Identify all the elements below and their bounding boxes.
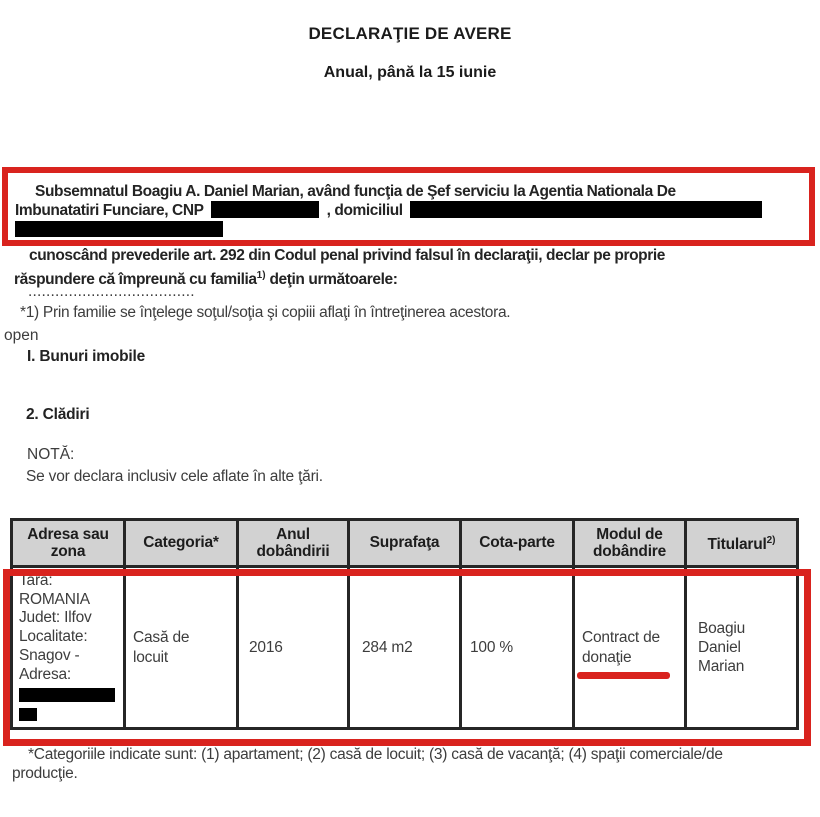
header-modul-dobandire: Modul de dobândire [574, 520, 686, 567]
redaction-square-address [19, 708, 37, 721]
cell-area: 284 m2 [349, 567, 461, 729]
declarant-line2 [15, 201, 809, 220]
cell-year: 2016 [238, 567, 349, 729]
cell-acquisition: Contract de donaţie [574, 567, 686, 729]
nota-label: NOTĂ: [27, 446, 75, 463]
document-title: DECLARAŢIE DE AVERE [308, 24, 512, 43]
categories-footnote [12, 745, 723, 783]
dotted-line: ..................................... [28, 283, 195, 300]
redaction-bar-cnp [211, 201, 319, 218]
annotation-box-declarant [2, 167, 815, 246]
cell-category: Casă de locuit [125, 567, 238, 729]
redaction-bar-domiciliu-2 [15, 221, 223, 237]
table-row [12, 567, 798, 729]
redaction-bar-address [19, 688, 115, 702]
cell-owner: Boagiu Daniel Marian [686, 567, 798, 729]
redaction-bar-domiciliu [410, 201, 762, 218]
cell-address: Tara: ROMANIA Judet: Ilfov Localitate: Snagov - Adresa: [12, 567, 125, 729]
header-cota-parte: Cota-parte [461, 520, 574, 567]
header-suprafata: Suprafaţa [349, 520, 461, 567]
declarant-line1: Subsemnatul Boagiu A. Daniel Marian, având funcţia de Şef serviciu la Agentia Nationala De [35, 183, 676, 200]
family-footnote: *1) Prin familie se înţelege soţul/soţia şi copiii aflaţi în întreţinerea acestora. [20, 304, 511, 321]
footnote-ref-2: 2) [766, 535, 776, 547]
buildings-table [10, 518, 799, 730]
header-anul-dobandirii: Anul dobândirii [238, 520, 349, 567]
oath-line1: cunoscând prevederile art. 292 din Codul penal privind falsul în declaraţii, declar pe proprie [29, 247, 665, 264]
open-label: open [4, 327, 39, 344]
footnote-ref-1: 1) [256, 269, 266, 281]
header-adresa: Adresa sau zona [12, 520, 125, 567]
categories-footnote-line2: producţie. [12, 765, 78, 782]
declarant-line2-text1: Imbunatatiri Funciare, CNP [15, 202, 204, 220]
categories-footnote-line1: *Categoriile indicate sunt: (1) apartament; (2) casă de locuit; (3) casă de vacanţă; (4) spaţii comerciale/de [28, 746, 723, 763]
annotation-underline-donatie [577, 672, 670, 679]
section-heading-bunuri-imobile: I. Bunuri imobile [27, 348, 146, 365]
nota-text: Se vor declara inclusiv cele aflate în alte ţări. [26, 468, 323, 485]
declarant-line3 [15, 220, 809, 239]
table-header-row [12, 520, 798, 567]
cell-share: 100 % [461, 567, 574, 729]
oath-line2-rest: deţin următoarele: [265, 270, 398, 288]
header-titularul: Titularul$^{2)}$ [686, 520, 798, 567]
document-subtitle: Anual, până la 15 iunie [323, 64, 497, 81]
oath-line2-text: răspundere că împreună cu familia [14, 270, 257, 288]
declarant-line2-text2: , domiciliul [326, 202, 403, 220]
subsection-heading-cladiri: 2. Clădiri [26, 406, 90, 423]
header-categoria: Categoria* [125, 520, 238, 567]
